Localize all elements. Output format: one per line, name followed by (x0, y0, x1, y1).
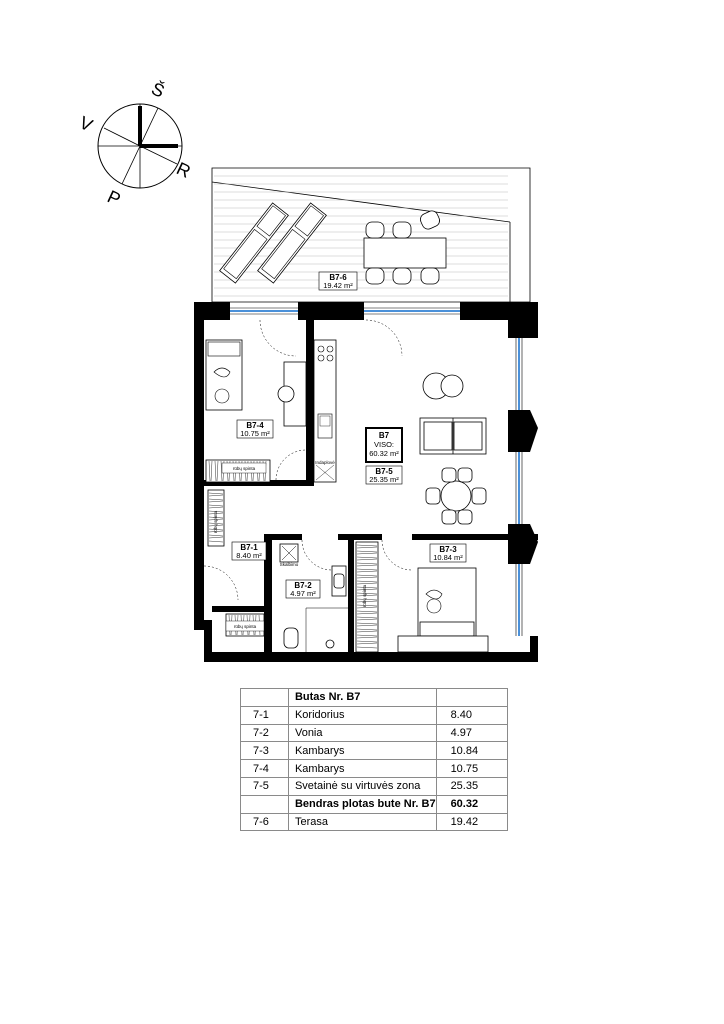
wardrobe-label-b7-3 (362, 584, 367, 607)
washer-label: Skalbimo (279, 562, 299, 567)
table-row: 7-4 Kambarys 10.75 (241, 760, 508, 778)
terrace-dining-set (364, 209, 446, 284)
room-b7-1-code: B7-1 (240, 543, 258, 552)
table-row: 7-1 Koridorius 8.40 (241, 706, 508, 724)
table-title: Butas Nr. B7 (288, 689, 436, 707)
bed-b7-3 (398, 568, 488, 652)
table-header-row (241, 689, 508, 707)
room-b7-6-area: 19.42 m² (323, 281, 353, 290)
apartment-total-box (366, 428, 402, 462)
svg-text:rūbų spinta: rūbų spinta (213, 510, 218, 534)
room-label-b7-5 (366, 466, 402, 484)
room-b7-5-area: 25.35 m² (369, 475, 399, 484)
room-b7-3-code: B7-3 (439, 545, 457, 554)
room-b7-4-code: B7-4 (246, 421, 264, 430)
desk-chair (278, 386, 294, 402)
room-b7-6-code: B7-6 (329, 273, 347, 282)
apartment-total-area: 60.32 m² (369, 449, 399, 458)
svg-text:rūbų spinta: rūbų spinta (233, 624, 257, 629)
kitchen-counter (314, 340, 336, 482)
living-furniture (420, 373, 486, 524)
room-b7-2-area: 4.97 m² (290, 589, 316, 598)
room-label-b7-2 (286, 580, 320, 598)
apartment-code: B7 (378, 431, 390, 440)
wardrobe-label-b7-1 (226, 621, 264, 631)
compass-rose (76, 77, 193, 209)
dishwasher-label: Indaplovė (315, 460, 335, 465)
compass-south-label: P (104, 186, 124, 210)
wardrobe-label-b7-4 (222, 463, 266, 473)
room-label-b7-4 (237, 420, 273, 438)
room-b7-4-area: 10.75 m² (240, 429, 270, 438)
room-label-b7-1 (232, 542, 266, 560)
table-terrace-row: 7-6 Terasa 19.42 (241, 813, 508, 831)
table-total-row: Bendras plotas bute Nr. B7 60.32 (241, 795, 508, 813)
svg-text:rūbų spinta: rūbų spinta (232, 466, 256, 471)
compass-east-label: R (173, 158, 194, 182)
area-table (240, 688, 508, 831)
table-row: 7-3 Kambarys 10.84 (241, 742, 508, 760)
svg-text:rūbų spinta: rūbų spinta (362, 584, 367, 608)
table-row: 7-5 Svetainė su virtuvės zona 25.35 (241, 777, 508, 795)
bed-b7-4 (206, 340, 242, 410)
room-b7-1-area: 8.40 m² (236, 551, 262, 560)
room-b7-3-area: 10.84 m² (433, 553, 463, 562)
compass-north-label: Š (148, 78, 168, 102)
room-b7-5-code: B7-5 (375, 467, 393, 476)
apartment-viso-label: VISO: (373, 440, 395, 449)
table-row: 7-2 Vonia 4.97 (241, 724, 508, 742)
room-label-b7-3 (430, 544, 466, 562)
room-b7-2-code: B7-2 (294, 581, 312, 590)
compass-west-label: V (76, 112, 96, 136)
wardrobe-label-b7-1-vertical (213, 510, 218, 533)
